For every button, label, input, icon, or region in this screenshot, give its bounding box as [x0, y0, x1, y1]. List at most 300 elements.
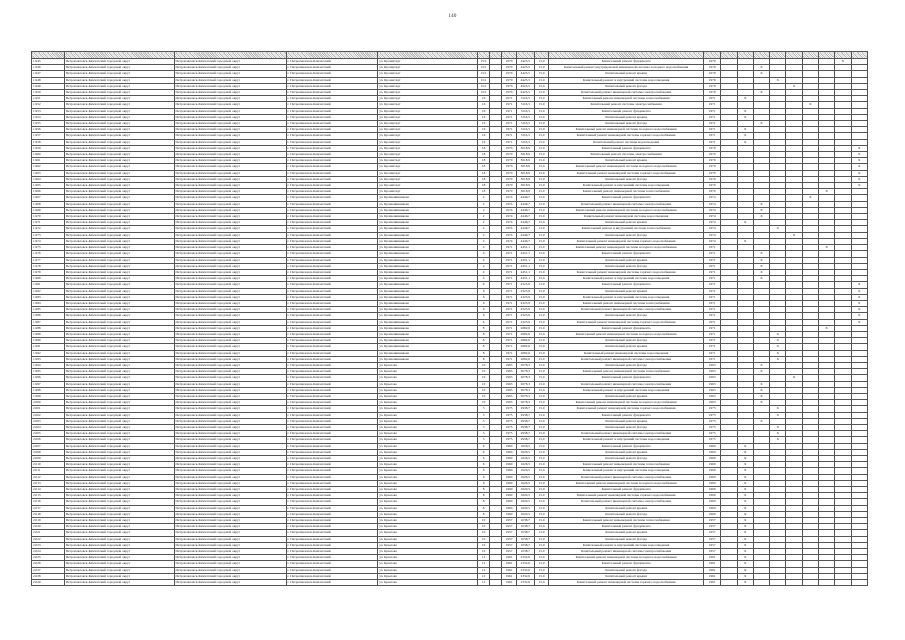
row-number: 1.964: [32, 176, 65, 182]
area-cell: 3116,5: [516, 114, 534, 120]
row-number: 1.947: [32, 71, 65, 77]
flag-cell: X: [737, 511, 753, 517]
municipality-cell: Петропавловск-Камчатский городской округ: [64, 331, 174, 337]
total-cell: 15,0: [534, 542, 548, 548]
total-cell: 15,0: [534, 418, 548, 424]
work-type-cell: Капитальный ремонт крыши: [549, 288, 704, 294]
city-cell: г. Петропавловск-Камчатский: [286, 83, 378, 89]
flag-cell: X: [753, 362, 769, 368]
work-type-cell: Капитальный ремонт фундамента: [549, 282, 704, 288]
plan-year-cell: 1971: [704, 331, 721, 337]
year-built-cell: 1974: [502, 238, 516, 244]
work-type-cell: Капитальный ремонт и внутренний системы водоотведения: [549, 437, 704, 443]
row-number: 1.959: [32, 145, 65, 151]
settlement-cell: Петропавловск-Камчатский городской округ: [174, 220, 286, 226]
settlement-cell: Петропавловск-Камчатский городской округ: [174, 499, 286, 505]
row-number: 1.958: [32, 139, 65, 145]
settlement-cell: Петропавловск-Камчатский городской округ: [174, 245, 286, 251]
area-cell: 2938,7: [516, 431, 534, 437]
street-cell: ул. Крылова: [378, 437, 478, 443]
plan-year-cell: 1957: [704, 524, 721, 530]
street-cell: ул. Кронштадт: [378, 145, 478, 151]
settlement-cell: Петропавловск-Камчатский городской округ: [174, 331, 286, 337]
municipality-cell: Петропавловск-Камчатский городской округ: [64, 269, 174, 275]
year-built-cell: 1971: [502, 288, 516, 294]
row-number: 2.008: [32, 449, 65, 455]
area-cell: 3018,9: [516, 152, 534, 158]
house-cell: 6: [477, 319, 489, 325]
plan-year-cell: 1975: [704, 406, 721, 412]
work-type-cell: Капитальный ремонт инженерной системы холодного водоснабжения: [549, 555, 704, 561]
settlement-cell: Петропавловск-Камчатский городской округ: [174, 71, 286, 77]
work-type-cell: Капитальный ремонт и внутренний системы водоотведения: [549, 183, 704, 189]
street-cell: ул. Крашенинникова: [378, 356, 478, 362]
municipality-cell: Петропавловск-Камчатский городской округ: [64, 276, 174, 282]
plan-year-cell: 1975: [704, 418, 721, 424]
row-number: 1.999: [32, 393, 65, 399]
city-cell: г. Петропавловск-Камчатский: [286, 313, 378, 319]
city-cell: г. Петропавловск-Камчатский: [286, 573, 378, 579]
year-built-cell: 1971: [502, 269, 516, 275]
municipality-cell: Петропавловск-Камчатский городской округ: [64, 176, 174, 182]
work-type-cell: Капитальный ремонт инженерной системы горячего водоснабжения: [549, 406, 704, 412]
total-cell: 15,0: [534, 207, 548, 213]
house-cell: 10: [477, 536, 489, 542]
flag-cell: X: [737, 480, 753, 486]
year-built-cell: 1971: [502, 282, 516, 288]
plan-year-cell: 1974: [704, 226, 721, 232]
flag-cell: X: [737, 133, 753, 139]
city-cell: г. Петропавловск-Камчатский: [286, 245, 378, 251]
flag-cell: X: [851, 300, 867, 306]
plan-year-cell: 1979: [704, 59, 721, 65]
plan-year-cell: 1974: [704, 195, 721, 201]
work-type-cell: Капитальный ремонт крыши: [549, 393, 704, 399]
flag-cell: [721, 580, 737, 586]
flag-cell: X: [737, 524, 753, 530]
plan-year-cell: 1971: [704, 139, 721, 145]
flag-cell: X: [737, 580, 753, 586]
year-built-cell: 1970: [502, 145, 516, 151]
year-built-cell: 1974: [502, 220, 516, 226]
flag-cell: X: [851, 158, 867, 164]
row-number: 2.005: [32, 431, 65, 437]
street-cell: ул. Крашенинникова: [378, 344, 478, 350]
plan-year-cell: 1971: [704, 114, 721, 120]
house-cell: 18: [477, 170, 489, 176]
total-cell: 15,0: [534, 511, 548, 517]
year-built-cell: 1971: [502, 133, 516, 139]
municipality-cell: Петропавловск-Камчатский городской округ: [64, 350, 174, 356]
row-number: 1.955: [32, 121, 65, 127]
plan-year-cell: 1971: [704, 263, 721, 269]
row-number: 1.969: [32, 207, 65, 213]
city-cell: г. Петропавловск-Камчатский: [286, 567, 378, 573]
total-cell: 15,0: [534, 555, 548, 561]
street-cell: ул. Кронштадт: [378, 90, 478, 96]
street-cell: ул. Крылова: [378, 400, 478, 406]
city-cell: г. Петропавловск-Камчатский: [286, 158, 378, 164]
city-cell: г. Петропавловск-Камчатский: [286, 59, 378, 65]
row-number: 1.953: [32, 108, 65, 114]
street-cell: ул. Крашенинникова: [378, 331, 478, 337]
row-number: 1.961: [32, 158, 65, 164]
row-number: 1.957: [32, 133, 65, 139]
city-cell: г. Петропавловск-Камчатский: [286, 96, 378, 102]
total-cell: 15,0: [534, 300, 548, 306]
work-type-cell: Капитальный ремонт и внутренний системы теплоснабжения: [549, 226, 704, 232]
settlement-cell: Петропавловск-Камчатский городской округ: [174, 90, 286, 96]
house-cell: 2: [477, 232, 489, 238]
work-type-cell: Капитальный ремонт инженерной системы электроснабжения: [549, 381, 704, 387]
work-type-cell: Капитальный ремонт и внутренний системы водоотведения: [549, 294, 704, 300]
total-cell: 15,0: [534, 424, 548, 430]
year-built-cell: 1974: [502, 232, 516, 238]
plan-year-cell: 1974: [704, 220, 721, 226]
street-cell: ул. Крашенинникова: [378, 288, 478, 294]
plan-year-cell: 1960: [704, 443, 721, 449]
street-cell: ул. Крылова: [378, 462, 478, 468]
total-cell: 15,0: [534, 59, 548, 65]
area-cell: 1626,5: [516, 449, 534, 455]
plan-year-cell: 1960: [704, 480, 721, 486]
year-built-cell: 1971: [502, 251, 516, 257]
city-cell: г. Петропавловск-Камчатский: [286, 319, 378, 325]
city-cell: г. Петропавловск-Камчатский: [286, 307, 378, 313]
area-cell: 1620,5: [516, 511, 534, 517]
settlement-cell: Петропавловск-Камчатский городской округ: [174, 518, 286, 524]
area-cell: 3116,5: [516, 127, 534, 133]
total-cell: 15,0: [534, 338, 548, 344]
plan-year-cell: 1970: [704, 170, 721, 176]
city-cell: г. Петропавловск-Камчатский: [286, 462, 378, 468]
house-cell: 18: [477, 176, 489, 182]
year-built-cell: 1957: [502, 524, 516, 530]
house-cell: 2: [477, 226, 489, 232]
plan-year-cell: 1971: [704, 282, 721, 288]
settlement-cell: Петропавловск-Камчатский городской округ: [174, 195, 286, 201]
house-cell: 12: [477, 573, 489, 579]
area-cell: 2682,6: [516, 331, 534, 337]
city-cell: г. Петропавловск-Камчатский: [286, 424, 378, 430]
street-cell: ул. Кронштадт: [378, 77, 478, 83]
house-cell: 8: [477, 338, 489, 344]
year-built-cell: 1974: [502, 214, 516, 220]
plan-year-cell: 1971: [704, 133, 721, 139]
work-type-cell: Капитальный ремонт фундамента: [549, 412, 704, 418]
flag-cell: X: [770, 431, 786, 437]
work-type-cell: Капитальный ремонт инженерной системы холодного водоснабжения: [549, 164, 704, 170]
city-cell: г. Петропавловск-Камчатский: [286, 145, 378, 151]
area-cell: 3116,5: [516, 108, 534, 114]
house-cell: 12: [477, 580, 489, 586]
plan-year-cell: 1957: [704, 549, 721, 555]
settlement-cell: Петропавловск-Камчатский городской округ: [174, 276, 286, 282]
house-cell: 3: [477, 431, 489, 437]
municipality-cell: Петропавловск-Камчатский городской округ: [64, 325, 174, 331]
year-built-cell: 1970: [502, 65, 516, 71]
row-number: 1.945: [32, 59, 65, 65]
row-number: 1.954: [32, 114, 65, 120]
work-type-cell: Капитальный ремонт инженерной системы холодного водоснабжения: [549, 127, 704, 133]
year-built-cell: 1960: [502, 505, 516, 511]
year-built-cell: 1960: [502, 511, 516, 517]
street-cell: ул. Крашенинникова: [378, 232, 478, 238]
city-cell: г. Петропавловск-Камчатский: [286, 542, 378, 548]
corpus-cell: [490, 580, 502, 586]
row-number: 2.013: [32, 480, 65, 486]
total-cell: 15,0: [534, 170, 548, 176]
settlement-cell: Петропавловск-Камчатский городской округ: [174, 226, 286, 232]
municipality-cell: Петропавловск-Камчатский городской округ: [64, 437, 174, 443]
total-cell: 15,0: [534, 269, 548, 275]
year-built-cell: 1961: [502, 580, 516, 586]
settlement-cell: Петропавловск-Камчатский городской округ: [174, 474, 286, 480]
year-built-cell: 1963: [502, 369, 516, 375]
street-cell: ул. Крылова: [378, 375, 478, 381]
row-number: 1.997: [32, 381, 65, 387]
municipality-cell: Петропавловск-Камчатский городской округ: [64, 257, 174, 263]
settlement-cell: Петропавловск-Камчатский городской округ: [174, 108, 286, 114]
total-cell: 15,0: [534, 406, 548, 412]
area-cell: 2938,7: [516, 412, 534, 418]
street-cell: ул. Крылова: [378, 561, 478, 567]
year-built-cell: 1971: [502, 96, 516, 102]
city-cell: г. Петропавловск-Камчатский: [286, 232, 378, 238]
street-cell: ул. Крылова: [378, 387, 478, 393]
house-cell: 3: [477, 424, 489, 430]
settlement-cell: Петропавловск-Камчатский городской округ: [174, 294, 286, 300]
work-type-cell: Капитальный ремонт инженерной системы электроснабжения: [549, 201, 704, 207]
flag-cell: X: [818, 189, 834, 195]
total-cell: 15,0: [534, 350, 548, 356]
settlement-cell: Петропавловск-Камчатский городской округ: [174, 561, 286, 567]
municipality-cell: Петропавловск-Камчатский городской округ: [64, 294, 174, 300]
plan-year-cell: 1979: [704, 65, 721, 71]
city-cell: г. Петропавловск-Камчатский: [286, 406, 378, 412]
municipality-cell: Петропавловск-Камчатский городской округ: [64, 102, 174, 108]
street-cell: ул. Кронштадт: [378, 127, 478, 133]
row-number: 1.974: [32, 238, 65, 244]
plan-year-cell: 1963: [704, 369, 721, 375]
row-number: 1.994: [32, 362, 65, 368]
house-cell: 6: [477, 443, 489, 449]
flag-cell: X: [737, 505, 753, 511]
settlement-cell: Петропавловск-Камчатский городской округ: [174, 313, 286, 319]
settlement-cell: Петропавловск-Камчатский городской округ: [174, 102, 286, 108]
work-type-cell: Капитальный ремонт инженерной системы холодного водоснабжения: [549, 331, 704, 337]
city-cell: г. Петропавловск-Камчатский: [286, 431, 378, 437]
flag-cell: X: [851, 319, 867, 325]
total-cell: 15,0: [534, 158, 548, 164]
city-cell: г. Петропавловск-Камчатский: [286, 362, 378, 368]
house-cell: 6: [477, 294, 489, 300]
work-type-cell: Капитальный ремонт фасада: [549, 362, 704, 368]
settlement-cell: Петропавловск-Камчатский городской округ: [174, 158, 286, 164]
table-row: [32, 580, 868, 586]
flag-cell: X: [851, 294, 867, 300]
year-built-cell: 1971: [502, 300, 516, 306]
work-type-cell: Капитальный ремонт инженерной системы горячего водоснабжения: [549, 133, 704, 139]
area-cell: 1620,5: [516, 505, 534, 511]
area-cell: 2332,6: [516, 561, 534, 567]
year-built-cell: 1960: [502, 468, 516, 474]
year-built-cell: 1961: [502, 555, 516, 561]
area-cell: 2078,3: [516, 375, 534, 381]
flag-cell: X: [753, 276, 769, 282]
settlement-cell: Петропавловск-Камчатский городской округ: [174, 96, 286, 102]
year-built-cell: 1961: [502, 561, 516, 567]
year-built-cell: 1970: [502, 183, 516, 189]
plan-year-cell: 1975: [704, 424, 721, 430]
flag-cell: X: [737, 462, 753, 468]
municipality-cell: Петропавловск-Камчатский городской округ: [64, 449, 174, 455]
flag-cell: X: [753, 121, 769, 127]
municipality-cell: Петропавловск-Камчатский городской округ: [64, 474, 174, 480]
plan-year-cell: 1960: [704, 468, 721, 474]
city-cell: г. Петропавловск-Камчатский: [286, 381, 378, 387]
settlement-cell: Петропавловск-Камчатский городской округ: [174, 325, 286, 331]
city-cell: г. Петропавловск-Камчатский: [286, 505, 378, 511]
plan-year-cell: 1970: [704, 158, 721, 164]
year-built-cell: 1970: [502, 77, 516, 83]
row-number: 1.966: [32, 189, 65, 195]
settlement-cell: Петропавловск-Камчатский городской округ: [174, 580, 286, 586]
plan-year-cell: 1979: [704, 90, 721, 96]
area-cell: 3116,5: [516, 96, 534, 102]
year-built-cell: 1975: [502, 406, 516, 412]
work-type-cell: Капитальный ремонт системы водоотведения: [549, 139, 704, 145]
total-cell: 15,0: [534, 313, 548, 319]
year-built-cell: 1971: [502, 102, 516, 108]
work-type-cell: Капитальный ремонт инженерной системы горячего водоснабжения: [549, 319, 704, 325]
street-cell: ул. Крылова: [378, 567, 478, 573]
area-cell: 2938,7: [516, 406, 534, 412]
settlement-cell: Петропавловск-Камчатский городской округ: [174, 567, 286, 573]
settlement-cell: Петропавловск-Камчатский городской округ: [174, 362, 286, 368]
street-cell: ул. Кронштадт: [378, 183, 478, 189]
work-type-cell: Капитальный ремонт фундамента: [549, 561, 704, 567]
plan-year-cell: 1971: [704, 356, 721, 362]
flag-cell: X: [737, 536, 753, 542]
year-built-cell: 1970: [502, 152, 516, 158]
flag-cell: [753, 580, 769, 586]
municipality-cell: Петропавловск-Камчатский городской округ: [64, 375, 174, 381]
flag-cell: X: [851, 164, 867, 170]
street-cell: ул. Кронштадт: [378, 83, 478, 89]
area-cell: 3018,9: [516, 189, 534, 195]
plan-year-cell: 1975: [704, 412, 721, 418]
row-number: 1.986: [32, 313, 65, 319]
row-number: 2.016: [32, 499, 65, 505]
area-cell: 3116,5: [516, 102, 534, 108]
year-built-cell: 1975: [502, 437, 516, 443]
area-cell: 4425,5: [516, 71, 534, 77]
row-number: 1.979: [32, 269, 65, 275]
area-cell: 1038,7: [516, 530, 534, 536]
area-cell: 1038,7: [516, 536, 534, 542]
total-cell: 15,0: [534, 127, 548, 133]
work-type-cell: Капитальный ремонт инженерной системы теплоснабжения: [549, 369, 704, 375]
work-type-cell: Капитальный ремонт фундамента: [549, 195, 704, 201]
settlement-cell: Петропавловск-Камчатский городской округ: [174, 406, 286, 412]
row-number: 1.956: [32, 127, 65, 133]
hatched-header-row: [32, 52, 868, 59]
year-built-cell: 1960: [502, 493, 516, 499]
work-type-cell: Капитальный ремонт системы электроснабжения: [549, 102, 704, 108]
house-cell: 3: [477, 418, 489, 424]
street-cell: ул. Крылова: [378, 468, 478, 474]
house-cell: 18: [477, 189, 489, 195]
house-cell: 3: [477, 406, 489, 412]
row-number: 1.983: [32, 294, 65, 300]
street-cell: ул. Крылова: [378, 443, 478, 449]
total-cell: 15,0: [534, 580, 548, 586]
city-cell: г. Петропавловск-Камчатский: [286, 493, 378, 499]
flag-cell: X: [737, 96, 753, 102]
row-number: 1.985: [32, 307, 65, 313]
settlement-cell: Петропавловск-Камчатский городской округ: [174, 127, 286, 133]
plan-year-cell: 1970: [704, 189, 721, 195]
row-number: 1.978: [32, 263, 65, 269]
municipality-cell: Петропавловск-Камчатский городской округ: [64, 288, 174, 294]
area-cell: 3018,9: [516, 176, 534, 182]
year-built-cell: 1960: [502, 443, 516, 449]
plan-year-cell: 1960: [704, 505, 721, 511]
municipality-cell: Петропавловск-Камчатский городской округ: [64, 369, 174, 375]
year-built-cell: 1971: [502, 245, 516, 251]
row-number: 1.968: [32, 201, 65, 207]
plan-year-cell: 1971: [704, 108, 721, 114]
flag-cell: X: [786, 83, 802, 89]
city-cell: г. Петропавловск-Камчатский: [286, 325, 378, 331]
work-type-cell: Капитальный ремонт фундамента: [549, 325, 704, 331]
work-type-cell: Капитальный ремонт инженерной системы электроснабжения: [549, 90, 704, 96]
area-cell: 2078,3: [516, 400, 534, 406]
flag-cell: X: [851, 288, 867, 294]
municipality-cell: Петропавловск-Камчатский городской округ: [64, 152, 174, 158]
work-type-cell: Капитальный ремонт инженерной системы теплоснабжения: [549, 96, 704, 102]
flag-cell: X: [770, 424, 786, 430]
year-built-cell: 1971: [502, 325, 516, 331]
year-built-cell: 1960: [502, 499, 516, 505]
area-cell: 2938,7: [516, 418, 534, 424]
city-cell: г. Петропавловск-Камчатский: [286, 437, 378, 443]
area-cell: 4446,7: [516, 201, 534, 207]
municipality-cell: Петропавловск-Камчатский городской округ: [64, 387, 174, 393]
street-cell: ул. Крылова: [378, 555, 478, 561]
municipality-cell: Петропавловск-Камчатский городской округ: [64, 536, 174, 542]
row-number: 1.984: [32, 300, 65, 306]
municipality-cell: Петропавловск-Камчатский городской округ: [64, 412, 174, 418]
flag-cell: X: [851, 170, 867, 176]
street-cell: ул. Крашенинникова: [378, 300, 478, 306]
settlement-cell: Петропавловск-Камчатский городской округ: [174, 114, 286, 120]
plan-year-cell: 1970: [704, 164, 721, 170]
street-cell: ул. Крылова: [378, 406, 478, 412]
row-number: 1.972: [32, 226, 65, 232]
area-cell: 3018,9: [516, 164, 534, 170]
street-cell: ул. Крашенинникова: [378, 313, 478, 319]
row-number: 1.946: [32, 65, 65, 71]
flag-cell: X: [737, 549, 753, 555]
area-cell: 1626,5: [516, 462, 534, 468]
area-cell: 1626,5: [516, 443, 534, 449]
house-cell: 6: [477, 480, 489, 486]
work-type-cell: Капитальный ремонт инженерной системы теплоснабжения: [549, 300, 704, 306]
row-number: 2.002: [32, 412, 65, 418]
plan-year-cell: 1971: [704, 257, 721, 263]
